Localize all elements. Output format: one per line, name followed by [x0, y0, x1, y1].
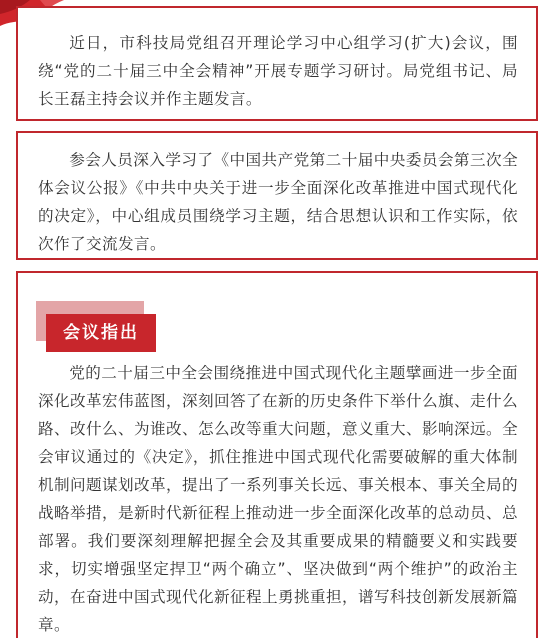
meeting-points-paragraph: 党的二十届三中全会围绕推进中国式现代化主题擘画进一步全面深化改革宏伟蓝图，深刻回答了在新的历史条件下举什么旗、走什么路、改什么、为谁改、怎么改等重大问题，意义重大、影响深远。全会审议通过的《决定》，抓住推进中国式现代化需要破解的重大体制机制问题谋划改革，提出了一系列事关长远、事关根本、事关全局的战略举措，是新时代新征程上推动进一步全面深化改革的总动员、总部署。我们要深刻理解把握全会及其重要成果的精髓要义和实践要求，切实增强坚定捍卫“两个确立”、坚决做到“两个维护”的政治主动，在奋进中国式现代化新征程上勇挑重担，谱写科技创新发展新篇章。	[38, 364, 518, 634]
section-heading-badge	[36, 301, 156, 353]
participants-section	[16, 131, 538, 260]
meeting-points-section	[16, 271, 538, 638]
participants-paragraph: 参会人员深入学习了《中国共产党第二十届中央委员会第三次全体会议公报》《中共中央关于进一步全面深化改革推进中国式现代化的决定》，中心组成员围绕学习主题，结合思想认识和工作实际，依次作了交流发言。	[38, 151, 518, 253]
intro-paragraph: 近日，市科技局党组召开理论学习中心组学习(扩大)会议，围绕“党的二十届三中全会精神”开展专题学习研讨。局党组书记、局长王磊主持会议并作主题发言。	[38, 34, 518, 108]
section-heading: 会议指出	[46, 314, 156, 352]
intro-section	[16, 6, 538, 121]
